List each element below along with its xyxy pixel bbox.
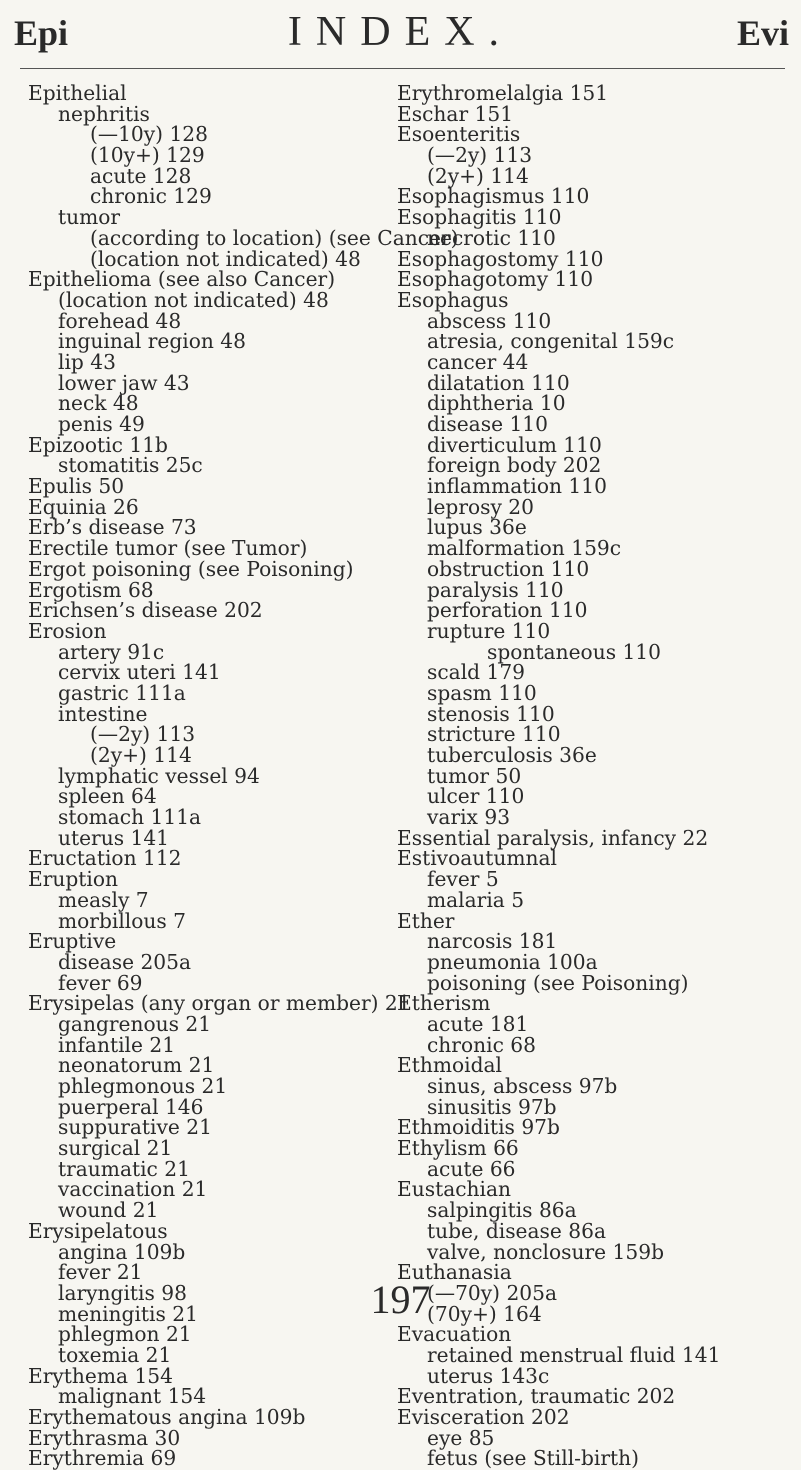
index-entry: Eruption [28, 867, 119, 892]
index-entry: Esoenteritis [397, 122, 521, 147]
index-subentry: poisoning (see Poisoning) [427, 970, 689, 995]
index-column-left [28, 83, 459, 1469]
index-subentry: gastric 111a [58, 680, 186, 705]
index-subentry: diphtheria 10 [427, 391, 566, 416]
index-subentry: tuberculosis 36e [427, 743, 597, 767]
index-entry: Erysipelatous [28, 1218, 168, 1243]
index-entry: Erectile tumor (see Tumor) [28, 536, 308, 561]
index-subentry: malformation 159c [427, 536, 622, 561]
index-subentry: spasm 110 [427, 680, 537, 705]
index-entry: Eustachian [397, 1177, 512, 1202]
index-subentry: foreign body 202 [427, 453, 602, 478]
index-subentry: (—10y) 128 [90, 122, 208, 147]
index-subentry: inflammation 110 [427, 474, 607, 499]
index-subentry: obstruction 110 [427, 556, 590, 581]
index-subentry: tumor 50 [427, 763, 522, 788]
index-entry: Erythremia 69 [28, 1446, 177, 1470]
index-subentry: laryngitis 98 [58, 1280, 187, 1305]
index-subentry: ulcer 110 [427, 784, 525, 809]
index-subentry: phlegmon 21 [58, 1322, 192, 1347]
index-subentry: toxemia 21 [58, 1342, 172, 1367]
page-header [0, 0, 801, 70]
index-entry: Eructation 112 [28, 846, 182, 871]
index-subentry: forehead 48 [58, 308, 182, 333]
page-number: 197 [370, 1277, 431, 1322]
index-subentry: scald 179 [427, 660, 526, 685]
index-subentry: (—2y) 113 [427, 143, 533, 168]
index-subentry: acute 181 [427, 1011, 529, 1036]
index-entry: Epithelioma (see also Cancer) [28, 267, 336, 292]
index-subentry: cancer 44 [427, 349, 529, 374]
index-subentry: lip 43 [58, 349, 116, 374]
index-subentry: meningitis 21 [58, 1301, 198, 1326]
index-subentry: morbillous 7 [58, 908, 187, 933]
index-subentry: fever 69 [58, 970, 143, 995]
index-subentry: malaria 5 [427, 887, 525, 912]
index-entry: Epithelial [28, 81, 127, 105]
index-subentry: diverticulum 110 [427, 432, 602, 457]
index-subentry: infantile 21 [58, 1032, 176, 1057]
index-subentry: disease 205a [58, 949, 192, 974]
index-subentry: uterus 143c [427, 1363, 550, 1388]
index-subentry: (—70y) 205a [427, 1280, 558, 1305]
index-subentry: retained menstrual fluid 141 [427, 1342, 721, 1367]
index-entry: Evisceration 202 [397, 1405, 570, 1429]
index-subentry: stomach 111a [58, 805, 202, 830]
index-entry: Esophagitis 110 [397, 205, 562, 230]
index-subentry: atresia, congenital 159c [427, 329, 675, 354]
index-subentry: dilatation 110 [427, 370, 570, 395]
index-entry: Epulis 50 [28, 474, 125, 499]
index-subentry: (2y+) 114 [427, 163, 529, 188]
index-entry: Eschar 151 [397, 101, 514, 126]
index-subentry: inguinal region 48 [58, 329, 246, 354]
index-subentry: necrotic 110 [427, 225, 556, 250]
index-entry: Esophagotomy 110 [397, 267, 594, 292]
index-subentry: perforation 110 [427, 598, 588, 623]
index-entry: Euthanasia [397, 1260, 512, 1285]
index-entry: Estivoautumnal [397, 846, 558, 871]
index-entry: Ergot poisoning (see Poisoning) [28, 556, 354, 581]
index-subentry: chronic 129 [90, 184, 212, 209]
index-subentry: (location not indicated) 48 [90, 246, 361, 271]
index-subentry: spontaneous 110 [487, 639, 661, 664]
index-subentry: valve, nonclosure 159b [427, 1239, 664, 1264]
index-subentry: stricture 110 [427, 722, 561, 747]
index-entry: Erythrasma 30 [28, 1425, 181, 1450]
index-subentry: varix 93 [427, 805, 511, 830]
index-subentry: angina 109b [58, 1239, 186, 1264]
index-subentry: neck 48 [58, 391, 139, 416]
index-subentry: chronic 68 [427, 1032, 536, 1057]
index-subentry: tube, disease 86a [427, 1218, 606, 1243]
index-subentry: traumatic 21 [58, 1156, 190, 1181]
index-entry: Esophagostomy 110 [397, 246, 604, 271]
index-entry: Ethylism 66 [397, 1136, 519, 1161]
index-subentry: acute 128 [90, 163, 192, 188]
index-entry: Ether [397, 908, 455, 933]
index-entry: Epizootic 11b [28, 432, 168, 457]
index-subentry: (10y+) 129 [90, 143, 205, 168]
index-subentry: vaccination 21 [58, 1177, 208, 1202]
index-entry: Eruptive [28, 929, 117, 954]
index-subentry: sinusitis 97b [427, 1094, 557, 1119]
index-subentry: cervix uteri 141 [58, 660, 221, 685]
index-subentry: acute 66 [427, 1156, 516, 1181]
index-entry: Ethmoidal [397, 1053, 503, 1078]
index-entry: Esophagismus 110 [397, 184, 590, 209]
index-subentry: tumor [58, 205, 121, 230]
index-entry: Erosion [28, 618, 107, 643]
index-subentry: salpingitis 86a [427, 1198, 577, 1223]
index-subentry: lower jaw 43 [58, 370, 190, 395]
header-right-guide-word: Evi [736, 13, 789, 53]
index-entry: Erythematous angina 109b [28, 1405, 306, 1429]
index-subentry: rupture 110 [427, 618, 551, 643]
index-entry: Evacuation [397, 1322, 512, 1347]
index-subentry: (70y+) 164 [427, 1301, 542, 1326]
index-subentry: (according to location) (see Cancer) [90, 225, 459, 250]
header-rule [20, 68, 785, 69]
index-subentry: abscess 110 [427, 308, 552, 333]
index-subentry: nephritis [58, 101, 150, 126]
index-subentry: penis 49 [58, 412, 145, 436]
index-subentry: uterus 141 [58, 825, 170, 850]
index-subentry: lupus 36e [427, 515, 527, 540]
index-subentry: phlegmonous 21 [58, 1074, 228, 1098]
index-subentry: surgical 21 [58, 1136, 173, 1161]
index-subentry: fever 5 [427, 867, 499, 892]
index-subentry: gangrenous 21 [58, 1011, 212, 1036]
index-subentry: (—2y) 113 [90, 722, 196, 747]
index-subentry: sinus, abscess 97b [427, 1074, 618, 1098]
index-entry: Erichsen’s disease 202 [28, 598, 263, 623]
index-entry: Ethmoiditis 97b [397, 1115, 560, 1140]
header-title: INDEX. [287, 9, 514, 55]
index-subentry: eye 85 [427, 1425, 495, 1450]
index-entry: Erysipelas (any organ or member) 21 [28, 991, 411, 1016]
index-entry: Erythema 154 [28, 1363, 173, 1388]
index-subentry: puerperal 146 [58, 1094, 204, 1119]
index-subentry: fever 21 [58, 1260, 143, 1285]
index-subentry: neonatorum 21 [58, 1053, 215, 1078]
index-entry: Etherism [397, 991, 491, 1016]
index-entry: Erythromelalgia 151 [397, 81, 609, 105]
index-subentry: spleen 64 [58, 784, 157, 809]
index-subentry: wound 21 [58, 1198, 159, 1223]
index-subentry: fetus (see Still-birth) [427, 1446, 640, 1470]
index-subentry: (2y+) 114 [90, 743, 192, 767]
index-subentry: lymphatic vessel 94 [58, 763, 260, 788]
index-subentry: disease 110 [427, 412, 548, 436]
index-subentry: suppurative 21 [58, 1115, 212, 1140]
index-column-right [397, 83, 720, 1469]
index-subentry: (location not indicated) 48 [58, 287, 329, 312]
index-subentry: malignant 154 [58, 1384, 207, 1409]
index-subentry: leprosy 20 [427, 494, 534, 519]
index-subentry: artery 91c [58, 639, 165, 664]
index-subentry: stenosis 110 [427, 701, 555, 726]
index-subentry: measly 7 [58, 887, 149, 912]
index-subentry: intestine [58, 701, 148, 726]
index-entry: Eventration, traumatic 202 [397, 1384, 676, 1409]
index-entry: Equinia 26 [28, 494, 139, 519]
index-subentry: stomatitis 25c [58, 453, 203, 478]
index-subentry: narcosis 181 [427, 929, 558, 954]
index-entry: Essential paralysis, infancy 22 [397, 825, 709, 850]
index-subentry: pneumonia 100a [427, 949, 598, 974]
index-entry: Erb’s disease 73 [28, 515, 197, 540]
index-entry: Esophagus [397, 287, 509, 312]
index-subentry: paralysis 110 [427, 577, 564, 602]
index-entry: Ergotism 68 [28, 577, 154, 602]
header-left-guide-word: Epi [14, 13, 69, 53]
